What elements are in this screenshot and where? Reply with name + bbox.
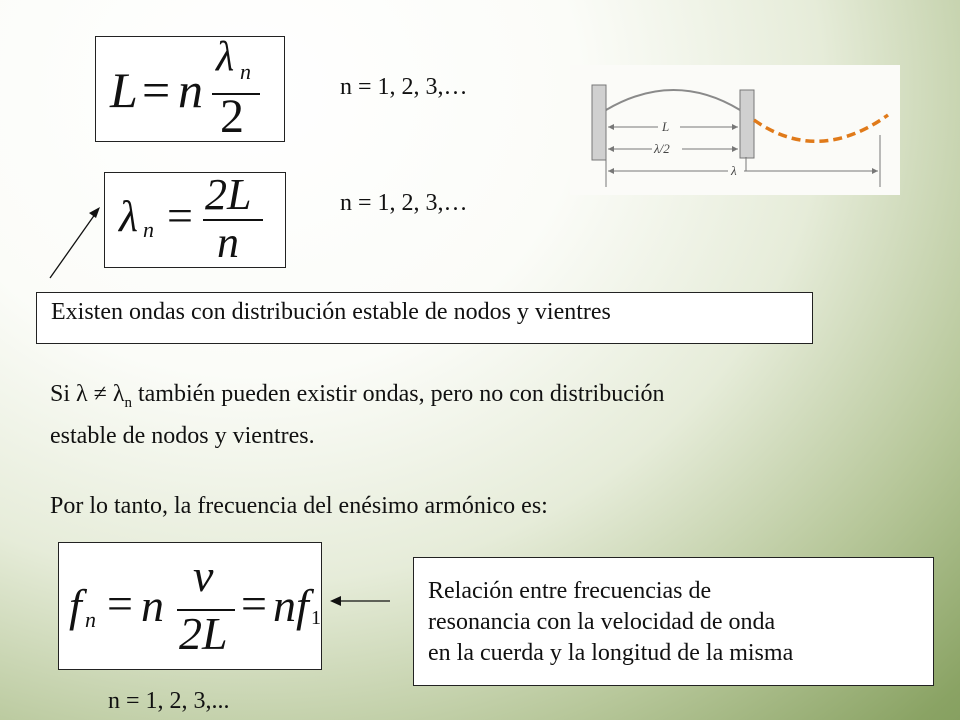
diagram-label-L: L: [662, 119, 670, 134]
formula-lambda: λ: [216, 34, 235, 80]
stable-waves-box: [36, 292, 813, 344]
relation-box: [413, 557, 934, 686]
formula-equals-3: =: [107, 578, 133, 629]
note-lambda-n: λ: [112, 381, 125, 407]
stable-waves-text: Existen ondas con distribución estable de nodos y vientres: [51, 299, 611, 325]
note-lambda: λ: [76, 381, 88, 407]
relation-line-3: en la cuerda y la longitud de la misma: [428, 640, 794, 666]
formula-box-wavelength: [104, 172, 286, 268]
formula-numerator-2L: 2L: [205, 170, 252, 219]
formula-2L: 2L: [179, 608, 228, 659]
pointer-arrow: [40, 200, 110, 290]
formula-box-frequency: [58, 542, 322, 670]
wall-right: [740, 90, 754, 158]
formula-L: L: [110, 62, 138, 118]
note-line-2: estable de nodos y vientres.: [50, 422, 315, 449]
therefore-text: Por lo tanto, la frecuencia del enésimo armónico es:: [50, 493, 548, 519]
diagram-label-half-lambda: λ/2: [654, 141, 670, 156]
formula-lambda-n-sub: n: [143, 217, 154, 242]
n-values-1: n = 1, 2, 3,…: [340, 74, 468, 100]
wave-dashed: [754, 115, 888, 141]
formula-box-length: [95, 36, 285, 142]
formula-denominator: 2: [220, 90, 244, 143]
formula-lambda-n: λ: [119, 192, 139, 241]
formula-equals: =: [142, 62, 171, 118]
relation-line-1: Relación entre frecuencias de: [428, 578, 712, 604]
formula-v: v: [193, 550, 214, 601]
formula-f-sub: n: [85, 607, 96, 632]
formula-lambda-sub: n: [240, 59, 251, 84]
note-sub-n: n: [124, 394, 132, 411]
note-line-1: Si $\lambda \ne \lambda_n$ también pueden existir ondas, pero no con distribución: [50, 381, 665, 411]
relation-line-2: resonancia con la velocidad de onda: [428, 609, 776, 635]
left-arrow: [328, 590, 394, 612]
formula-denominator-n: n: [217, 218, 239, 267]
formula-f: f: [69, 580, 82, 631]
wave-solid: [606, 90, 740, 110]
note-paragraph: [50, 378, 665, 453]
formula-nf-sub: 1: [311, 607, 321, 629]
formula-coef-n: n: [141, 580, 164, 631]
standing-wave-diagram: [570, 65, 900, 195]
diagram-label-lambda: λ: [731, 163, 737, 178]
n-values-2: n = 1, 2, 3,…: [340, 190, 468, 216]
standing-wave-svg: [570, 65, 900, 195]
formula-n: n: [178, 62, 203, 118]
formula-equals-4: =: [241, 578, 267, 629]
n-values-3: n = 1, 2, 3,...: [108, 688, 230, 714]
wall-left: [592, 85, 606, 160]
formula-equals-2: =: [167, 190, 193, 241]
formula-nf: nf: [273, 580, 309, 631]
